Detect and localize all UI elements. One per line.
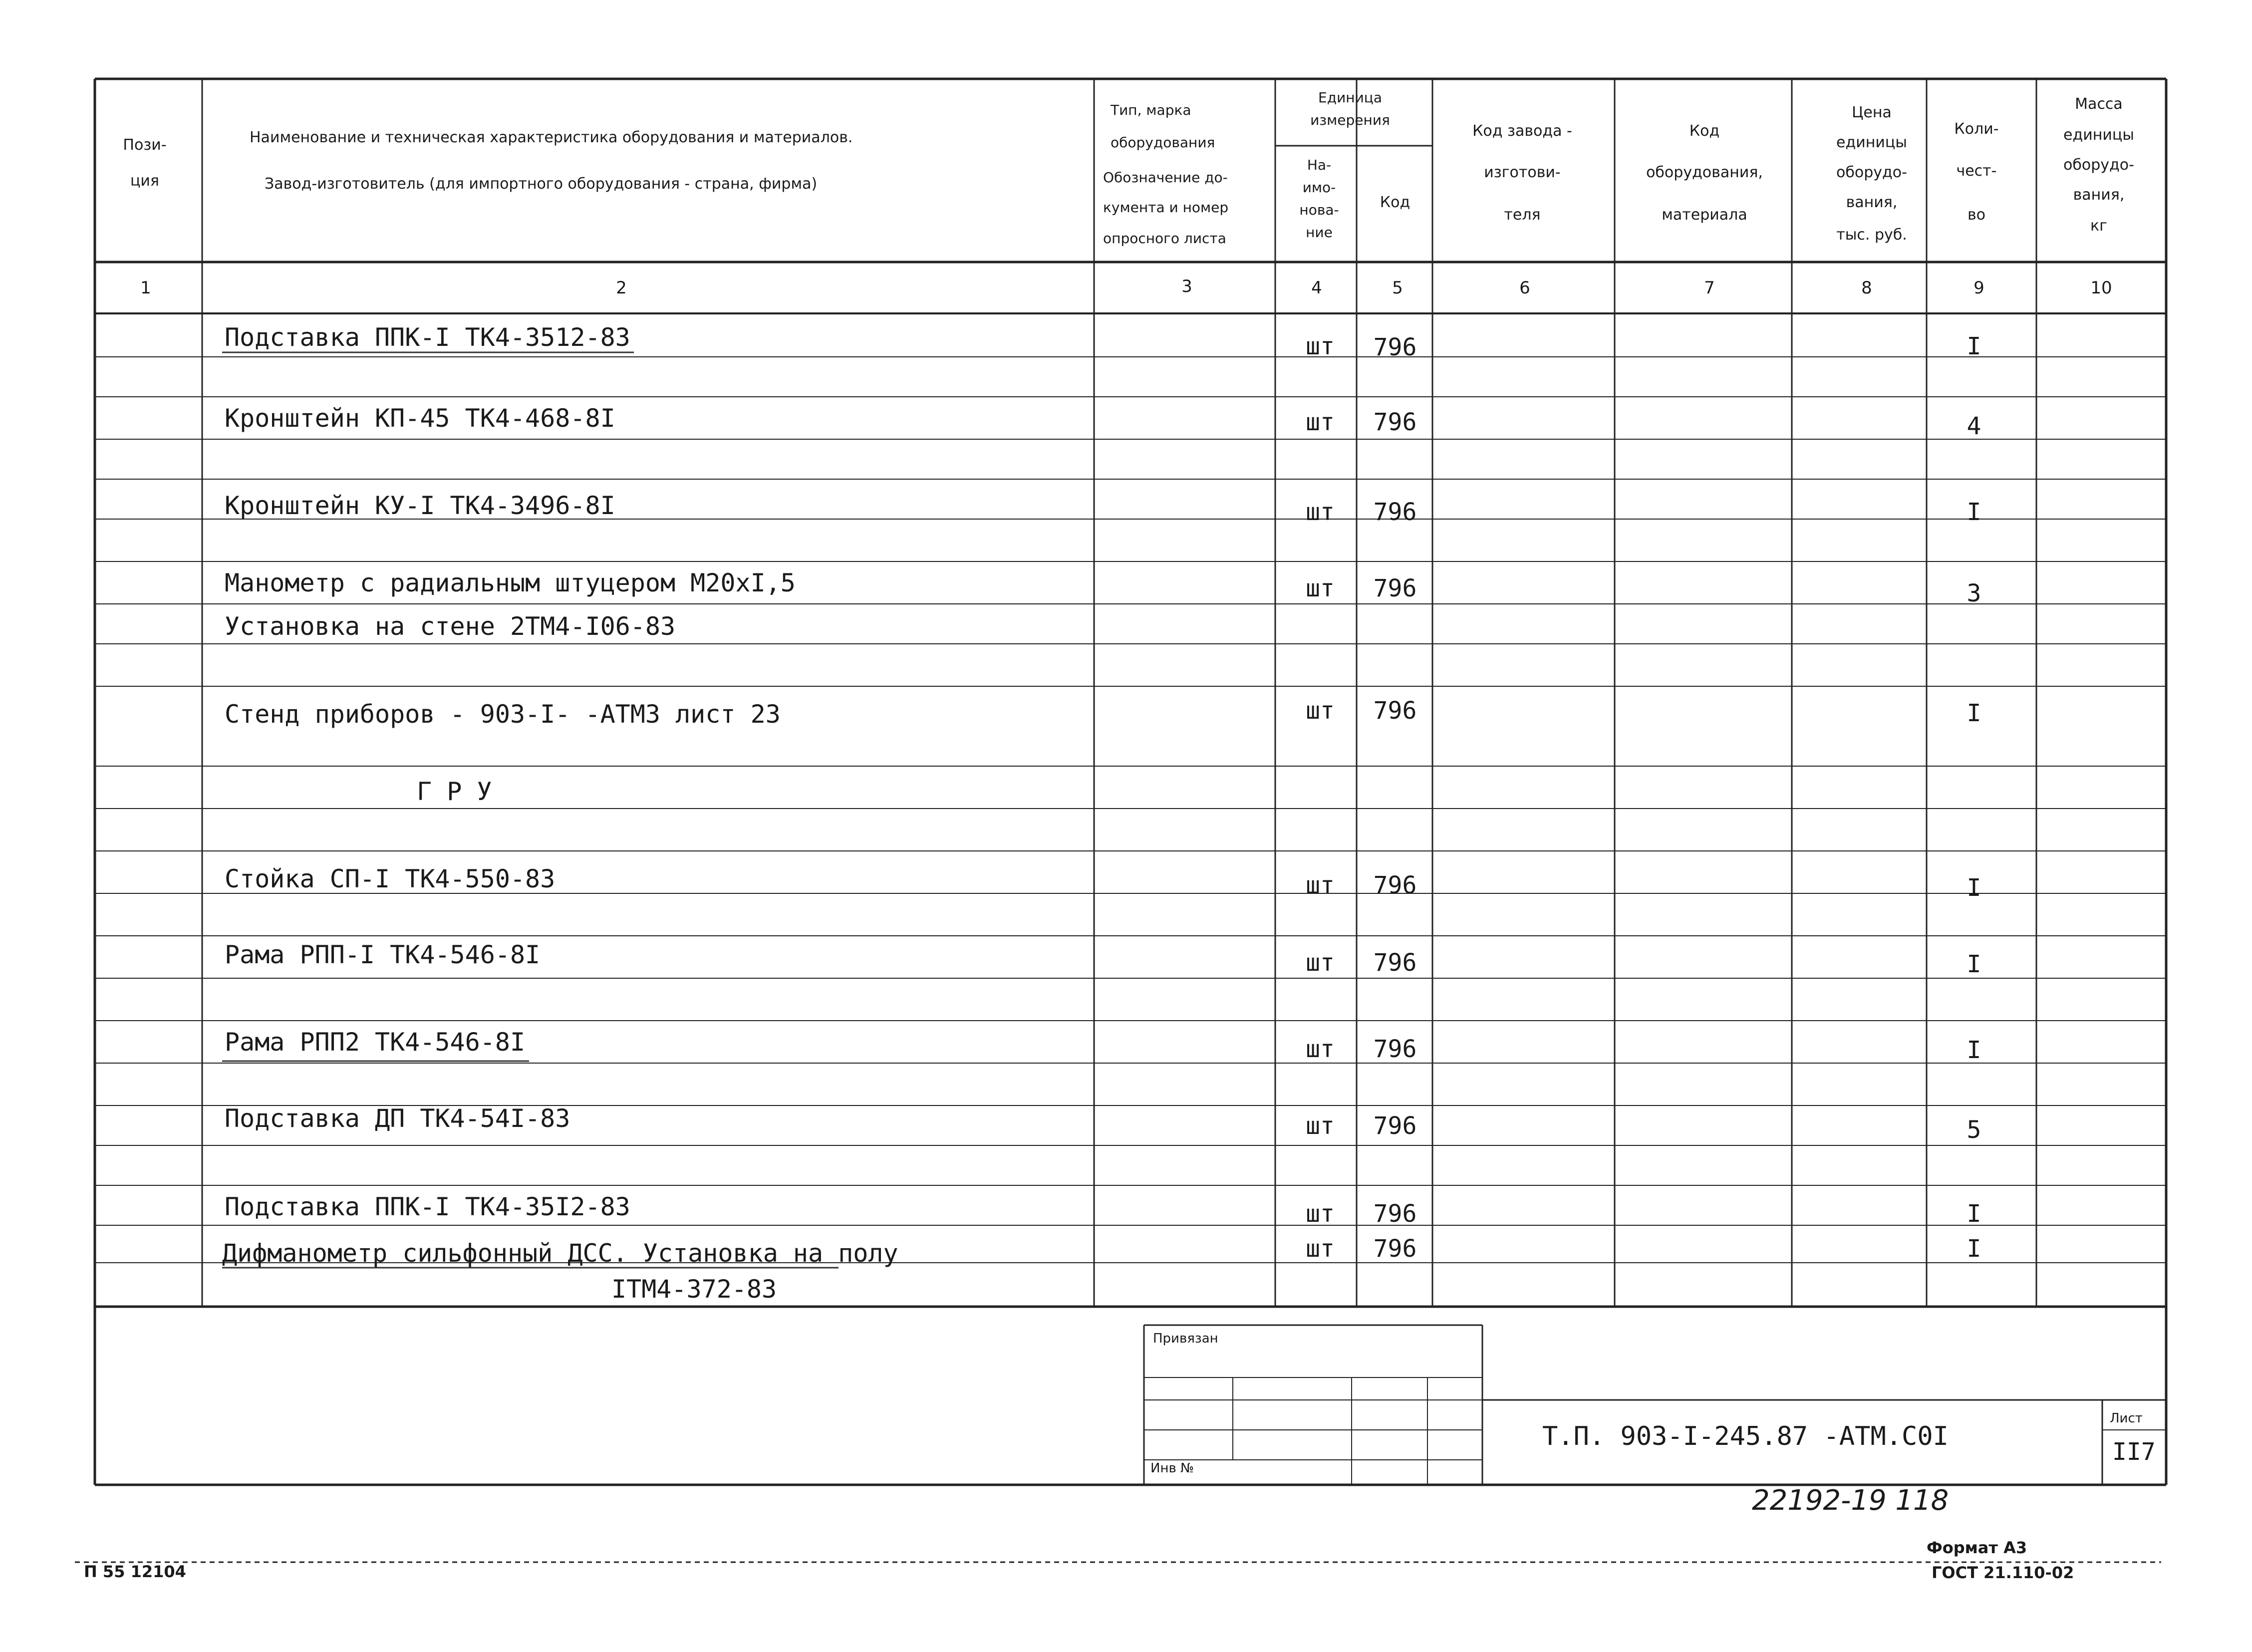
row-name: Подставка ДП ТК4-54I-83 (225, 1104, 570, 1133)
table-row (225, 404, 1981, 440)
table-row (225, 940, 1981, 978)
row-unit: шт (1306, 949, 1335, 977)
row-code: 796 (1373, 1200, 1417, 1228)
table-row (225, 1104, 1981, 1144)
header-price-2: единицы (1836, 134, 1907, 151)
row-qty: I (1967, 950, 1981, 978)
table-row (417, 777, 492, 806)
row-unit: шт (1306, 697, 1335, 725)
header-name-line1: Наименование и техническая характеристика оборудования и материалов. (250, 129, 853, 146)
row-code: 796 (1373, 574, 1417, 602)
row-qty: 4 (1967, 412, 1981, 440)
row-qty: I (1967, 1200, 1981, 1228)
row-unit: шт (1306, 1200, 1335, 1228)
header-unit-line1: Единица (1318, 89, 1382, 106)
header-qty-3: во (1967, 206, 1986, 224)
row-code: 796 (1373, 333, 1417, 361)
table-row (225, 697, 1981, 729)
column-number-8: 8 (1861, 278, 1872, 298)
row-code: 796 (1373, 1112, 1417, 1140)
section-title-gru: Г Р У (417, 777, 492, 806)
table-row (225, 568, 1981, 607)
header-unit-line2: измерения (1310, 112, 1390, 128)
header-maker-code-3: теля (1504, 206, 1541, 224)
row-qty: I (1967, 874, 1981, 902)
row-code: 796 (1373, 498, 1417, 526)
row-code: 796 (1373, 1035, 1417, 1063)
row-qty: 5 (1967, 1116, 1981, 1144)
header-equipment-code-1: Код (1689, 122, 1720, 140)
row-qty: 3 (1967, 579, 1981, 607)
row-name: Рама РПП-I ТК4-546-8I (225, 940, 541, 969)
header-mass-2: единицы (2063, 126, 2134, 144)
row-code: 796 (1373, 949, 1417, 977)
header-mass-5: кг (2090, 217, 2107, 235)
header-type-line3: Обозначение до- (1103, 169, 1228, 186)
column-number-9: 9 (1973, 278, 1984, 298)
row-name: Стойка СП-I ТК4-550-83 (225, 864, 556, 893)
row-name-continuation: IТМ4-372-83 (611, 1275, 777, 1304)
table-row (225, 1028, 1981, 1064)
header-unit-name-1: На- (1307, 157, 1332, 173)
column-number-6: 6 (1519, 278, 1530, 298)
row-code: 796 (1373, 871, 1417, 899)
header-position-line2: ция (130, 172, 159, 190)
row-code: 796 (1373, 1235, 1417, 1263)
row-name: Кронштейн КП-45 ТК4-468-8I (225, 404, 615, 433)
table-grid (75, 79, 2166, 1562)
row-name: Дифманометр сильфонный ДСС. Установка на полу (222, 1239, 898, 1268)
header-maker-code-2: изготови- (1484, 164, 1561, 181)
header-qty-2: чест- (1956, 162, 1997, 180)
row-qty: I (1967, 498, 1981, 526)
table-row (225, 491, 1981, 526)
table-header (123, 89, 2134, 247)
gost-reference: ГОСТ 21.110-02 (1932, 1563, 2074, 1582)
table-row (225, 323, 1981, 361)
column-number-7: 7 (1704, 278, 1715, 298)
header-type-line4: кумента и номер (1103, 199, 1229, 216)
row-unit: шт (1306, 408, 1335, 436)
header-type-line2: оборудования (1111, 134, 1215, 151)
column-number-4: 4 (1311, 278, 1322, 298)
header-equipment-code-2: оборудования, (1646, 164, 1763, 181)
header-position-line1: Пози- (123, 136, 167, 154)
header-price-5: тыс. руб. (1836, 226, 1907, 244)
header-unit-code: Код (1380, 194, 1410, 211)
document-code: Т.П. 903-I-245.87 -АТМ.С0I (1542, 1421, 1949, 1451)
header-type-line5: опросного листа (1103, 230, 1226, 247)
row-unit: шт (1306, 498, 1335, 526)
header-mass-1: Масса (2075, 95, 2123, 113)
row-name: Рама РПП2 ТК4-546-8I (225, 1028, 526, 1057)
row-name: Манометр с радиальным штуцером М20хI,5 (225, 568, 796, 597)
table-row (611, 1275, 777, 1304)
handwritten-archive-number: 22192-19 118 (1752, 1484, 1949, 1517)
table-row (225, 864, 1981, 902)
column-number-10: 10 (2090, 278, 2112, 298)
paper-format: Формат А3 (1927, 1538, 2027, 1557)
row-unit: шт (1306, 1035, 1335, 1063)
header-mass-4: вания, (2073, 186, 2125, 204)
column-number-3: 3 (1181, 276, 1192, 296)
title-block (1150, 1331, 2156, 1476)
table-row (225, 612, 675, 641)
stamp-inv-no: Инв № (1150, 1461, 1194, 1476)
row-name: Стенд приборов - 903-I- -АТМЗ лист 23 (225, 700, 781, 729)
header-unit-name-3: нова- (1299, 202, 1339, 218)
header-qty-1: Коли- (1954, 120, 1999, 138)
row-name: Установка на стене 2ТМ4-I06-83 (225, 612, 676, 641)
row-unit: шт (1306, 871, 1335, 899)
row-unit: шт (1306, 1235, 1335, 1263)
header-mass-3: оборудо- (2063, 156, 2134, 174)
table-body (222, 323, 1981, 1304)
header-type-line1: Тип, марка (1111, 102, 1191, 118)
header-equipment-code-3: материала (1662, 206, 1747, 224)
column-number-2: 2 (616, 278, 627, 298)
row-qty: I (1967, 699, 1981, 727)
row-unit: шт (1306, 574, 1335, 602)
stamp-privyazan: Привязан (1153, 1331, 1218, 1346)
header-name-line2: Завод-изготовитель (для импортного оборудования - страна, фирма) (265, 175, 818, 193)
header-price-3: оборудо- (1836, 164, 1907, 181)
header-maker-code-1: Код завода - (1472, 122, 1572, 140)
row-qty: I (1967, 332, 1981, 360)
row-unit: шт (1306, 1112, 1335, 1140)
header-unit-name-4: ние (1306, 224, 1333, 241)
column-numbers-row (140, 276, 2112, 298)
row-qty: I (1967, 1235, 1981, 1263)
left-footer-code: П 55 12104 (84, 1562, 186, 1581)
column-number-5: 5 (1392, 278, 1403, 298)
table-row (225, 1192, 1981, 1228)
row-name: Подставка ППК-I ТК4-3512-83 (225, 323, 630, 352)
row-name: Подставка ППК-I ТК4-35I2-83 (225, 1192, 630, 1221)
row-unit: шт (1306, 332, 1335, 360)
row-code: 796 (1373, 408, 1417, 436)
sheet-number: II7 (2112, 1438, 2156, 1466)
row-name: Кронштейн КУ-I ТК4-3496-8I (225, 491, 615, 520)
column-number-1: 1 (140, 278, 151, 298)
row-code: 796 (1373, 697, 1417, 725)
header-price-4: вания, (1846, 194, 1898, 211)
header-price-1: Цена (1852, 104, 1892, 121)
sheet-label: Лист (2110, 1411, 2143, 1426)
row-qty: I (1967, 1036, 1981, 1064)
header-unit-name-2: имо- (1302, 179, 1336, 196)
